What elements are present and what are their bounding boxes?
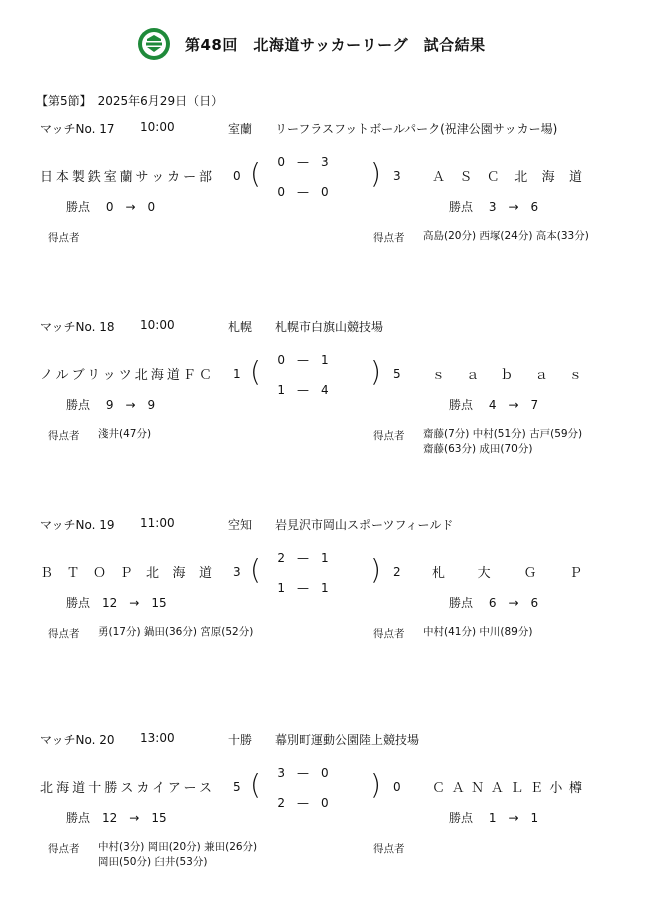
home-scorers-label: 得点者 (48, 430, 80, 442)
home-points: 勝点 9 → 9 (66, 398, 156, 412)
second-half-score: 2 — 0 (277, 796, 329, 810)
scorer-line: 岡田(50分) 臼井(53分) (98, 856, 208, 868)
home-scorers (98, 625, 253, 640)
home-team: ノルブリッツ北海道ＦＣ (40, 368, 212, 383)
away-score: 2 (393, 565, 401, 579)
away-team: 札大ＧＰ (432, 566, 582, 581)
right-paren: ) (370, 355, 381, 388)
first-half-score: 3 — 0 (277, 766, 329, 780)
scorer-line: 勇(17分) 鍋田(36分) 宮原(52分) (98, 626, 254, 638)
scorer-line: 高島(20分) 西塚(24分) 高本(33分) (423, 230, 589, 242)
left-paren: ( (250, 553, 261, 586)
away-scorers-label: 得点者 (373, 430, 405, 442)
kickoff-time: 13:00 (140, 731, 175, 745)
home-score: 5 (233, 780, 241, 794)
kickoff-time: 10:00 (140, 318, 175, 332)
home-scorers-label: 得点者 (48, 628, 80, 640)
left-paren: ( (250, 768, 261, 801)
match-area: 空知 (228, 518, 253, 532)
away-team: ＡＳＣ北海道 (432, 170, 582, 185)
away-points: 勝点 1 → 1 (449, 811, 539, 825)
away-team: ＣＡＮＡＬＥ小樽 (432, 781, 582, 796)
match-number: マッチNo. 19 (40, 518, 115, 532)
match-area: 室蘭 (228, 122, 253, 136)
away-points: 勝点 6 → 6 (449, 596, 539, 610)
away-points: 勝点 3 → 6 (449, 200, 539, 214)
left-paren: ( (250, 355, 261, 388)
home-team: 北海道十勝スカイアース (40, 781, 212, 796)
league-logo (137, 27, 171, 61)
away-scorers (423, 625, 532, 640)
kickoff-time: 11:00 (140, 516, 175, 530)
away-scorers (423, 427, 582, 457)
right-paren: ) (370, 553, 381, 586)
match-venue: リーフラスフットボールパーク(祝津公園サッカー場) (275, 122, 558, 136)
home-score: 1 (233, 367, 241, 381)
home-scorers-label: 得点者 (48, 232, 80, 244)
away-score: 0 (393, 780, 401, 794)
second-half-score: 1 — 1 (277, 581, 329, 595)
scorer-line: 淺井(47分) (98, 428, 152, 440)
home-scorers-label: 得点者 (48, 843, 80, 855)
kickoff-time: 10:00 (140, 120, 175, 134)
match-number: マッチNo. 17 (40, 122, 115, 136)
home-points: 勝点 12 → 15 (66, 811, 167, 825)
right-paren: ) (370, 157, 381, 190)
home-points: 勝点 12 → 15 (66, 596, 167, 610)
match-number: マッチNo. 20 (40, 733, 115, 747)
second-half-score: 0 — 0 (277, 185, 329, 199)
page-title: 第48回 北海道サッカーリーグ 試合結果 (185, 36, 486, 54)
second-half-score: 1 — 4 (277, 383, 329, 397)
first-half-score: 0 — 3 (277, 155, 329, 169)
away-scorers (423, 229, 589, 244)
left-paren: ( (250, 157, 261, 190)
scorer-line: 齋藤(7分) 中村(51分) 古戸(59分) (423, 428, 583, 440)
first-half-score: 2 — 1 (277, 551, 329, 565)
scorer-line: 中村(41分) 中川(89分) (423, 626, 533, 638)
away-scorers-label: 得点者 (373, 232, 405, 244)
scorer-line: 中村(3分) 岡田(20分) 兼田(26分) (98, 841, 258, 853)
first-half-score: 0 — 1 (277, 353, 329, 367)
away-scorers-label: 得点者 (373, 843, 405, 855)
match-venue: 岩見沢市岡山スポーツフィールド (275, 518, 454, 532)
home-scorers (98, 427, 151, 442)
match-area: 十勝 (228, 733, 253, 747)
away-scorers-label: 得点者 (373, 628, 405, 640)
home-points: 勝点 0 → 0 (66, 200, 156, 214)
home-score: 3 (233, 565, 241, 579)
right-paren: ) (370, 768, 381, 801)
away-points: 勝点 4 → 7 (449, 398, 539, 412)
away-team: ｓａｂａｓ (432, 368, 582, 383)
away-score: 5 (393, 367, 401, 381)
match-number: マッチNo. 18 (40, 320, 115, 334)
round-heading: 【第5節】 2025年6月29日（日） (36, 94, 224, 108)
home-score: 0 (233, 169, 241, 183)
scorer-line: 齋藤(63分) 成田(70分) (423, 443, 533, 455)
away-score: 3 (393, 169, 401, 183)
home-team: ＢＴＯＰ北海道 (40, 566, 212, 581)
match-area: 札幌 (228, 320, 253, 334)
match-venue: 札幌市白旗山競技場 (275, 320, 384, 334)
match-venue: 幕別町運動公園陸上競技場 (275, 733, 420, 747)
home-scorers (98, 840, 257, 870)
home-team: 日本製鉄室蘭サッカー部 (40, 170, 212, 185)
